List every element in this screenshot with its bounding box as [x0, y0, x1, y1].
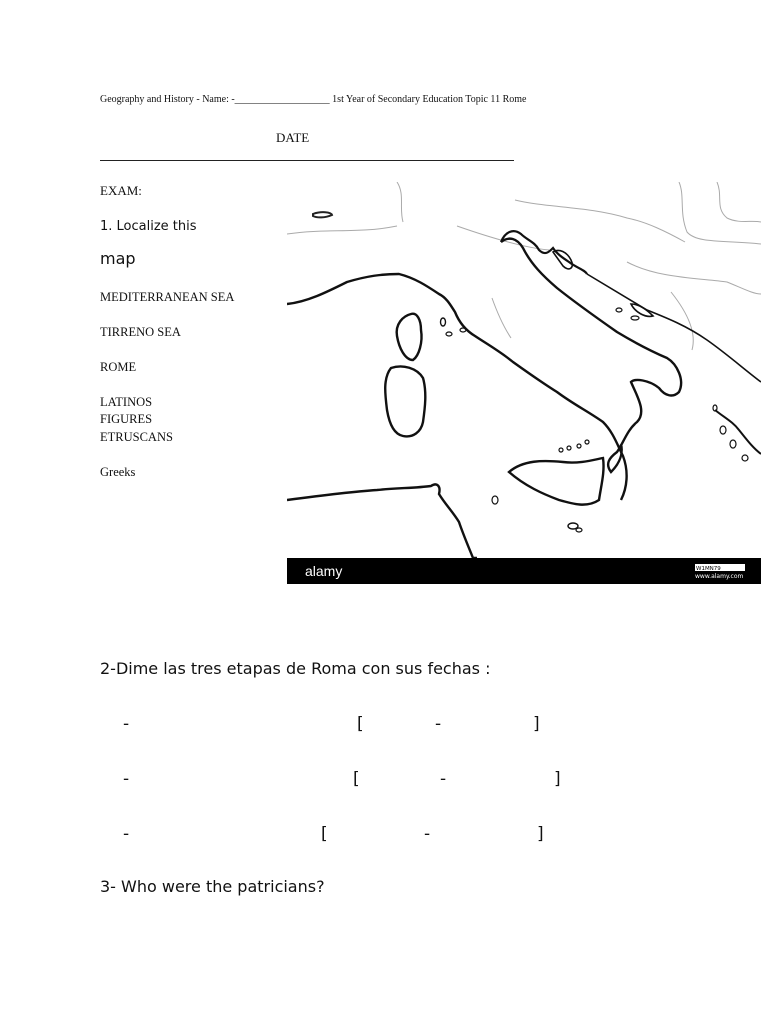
gozo — [576, 528, 582, 532]
greek-coast — [715, 410, 761, 454]
tyrrhenian-coast — [287, 274, 627, 500]
island-small-2 — [616, 308, 622, 312]
item-greeks: Greeks — [100, 465, 136, 479]
question-2-text: 2-Dime las tres etapas de Roma con sus fechas : — [100, 659, 491, 678]
watermark-brand: alamy — [305, 563, 343, 579]
header-line: Geography and History - Name: -___________________ 1st Year of Secondary Education Topic 11 Rome — [100, 94, 527, 105]
item-rome: ROME — [100, 360, 137, 374]
stage-1-mid-dash: - — [435, 714, 442, 734]
date-rule — [100, 160, 514, 161]
stage-2-open-bracket: [ — [353, 769, 360, 789]
island-aeolian-1 — [559, 448, 563, 452]
ionian-island-1 — [720, 426, 726, 434]
africa-coast — [287, 484, 477, 558]
island-elba — [441, 318, 446, 326]
island-dalmatia — [631, 304, 653, 316]
stage-1-close-bracket: ] — [533, 714, 540, 734]
item-etruscans: ETRUSCANS — [100, 430, 173, 444]
river-north — [397, 182, 403, 222]
item-figures: FIGURES — [100, 412, 153, 426]
item-mediterranean-sea: MEDITERRANEAN SEA — [100, 290, 235, 304]
river-balkan — [627, 262, 761, 294]
stage-3-dash: - — [123, 824, 130, 844]
stage-1-open-bracket: [ — [357, 714, 364, 734]
island-aeolian-4 — [585, 440, 589, 444]
exam-label: EXAM: — [100, 183, 142, 198]
italy-outline-map — [287, 182, 761, 584]
question-1-text: 1. Localize this — [100, 219, 197, 234]
stage-1-dash: - — [123, 714, 130, 734]
question-1-map-word: map — [100, 249, 136, 268]
stage-3-mid-dash: - — [424, 824, 431, 844]
island-aeolian-3 — [577, 444, 581, 448]
date-label: DATE — [276, 130, 310, 145]
sardinia — [385, 366, 425, 436]
sicily — [509, 458, 604, 505]
watermark-bar — [287, 558, 761, 584]
stage-2-close-bracket: ] — [554, 769, 561, 789]
river-tiber — [492, 298, 511, 338]
pantelleria — [492, 496, 498, 504]
stage-2-dash: - — [123, 769, 130, 789]
lake-outline — [313, 212, 332, 217]
island-krk — [553, 250, 572, 268]
border-east — [717, 182, 761, 222]
watermark-code: W1MN79 — [696, 566, 721, 572]
item-latinos: LATINOS — [100, 395, 153, 409]
stage-3-close-bracket: ] — [537, 824, 544, 844]
stage-3-open-bracket: [ — [321, 824, 328, 844]
island-giglio — [460, 328, 466, 332]
italy-map-svg — [287, 182, 761, 584]
adriatic-coast — [501, 239, 681, 472]
item-tirreno-sea: TIRRENO SEA — [100, 325, 181, 339]
border-north-east — [679, 182, 761, 244]
island-small-1 — [631, 316, 639, 320]
watermark-url: www.alamy.com — [695, 573, 744, 580]
island-aeolian-2 — [567, 446, 571, 450]
river-west — [287, 226, 397, 234]
ionian-island-2 — [730, 440, 736, 448]
istria-coast — [501, 231, 587, 274]
ionian-island-3 — [742, 455, 748, 461]
stage-2-mid-dash: - — [440, 769, 447, 789]
island-tuscan — [446, 332, 452, 336]
corsica — [397, 314, 422, 360]
question-3-text: 3- Who were the patricians? — [100, 877, 325, 896]
river-po-east — [515, 200, 685, 242]
